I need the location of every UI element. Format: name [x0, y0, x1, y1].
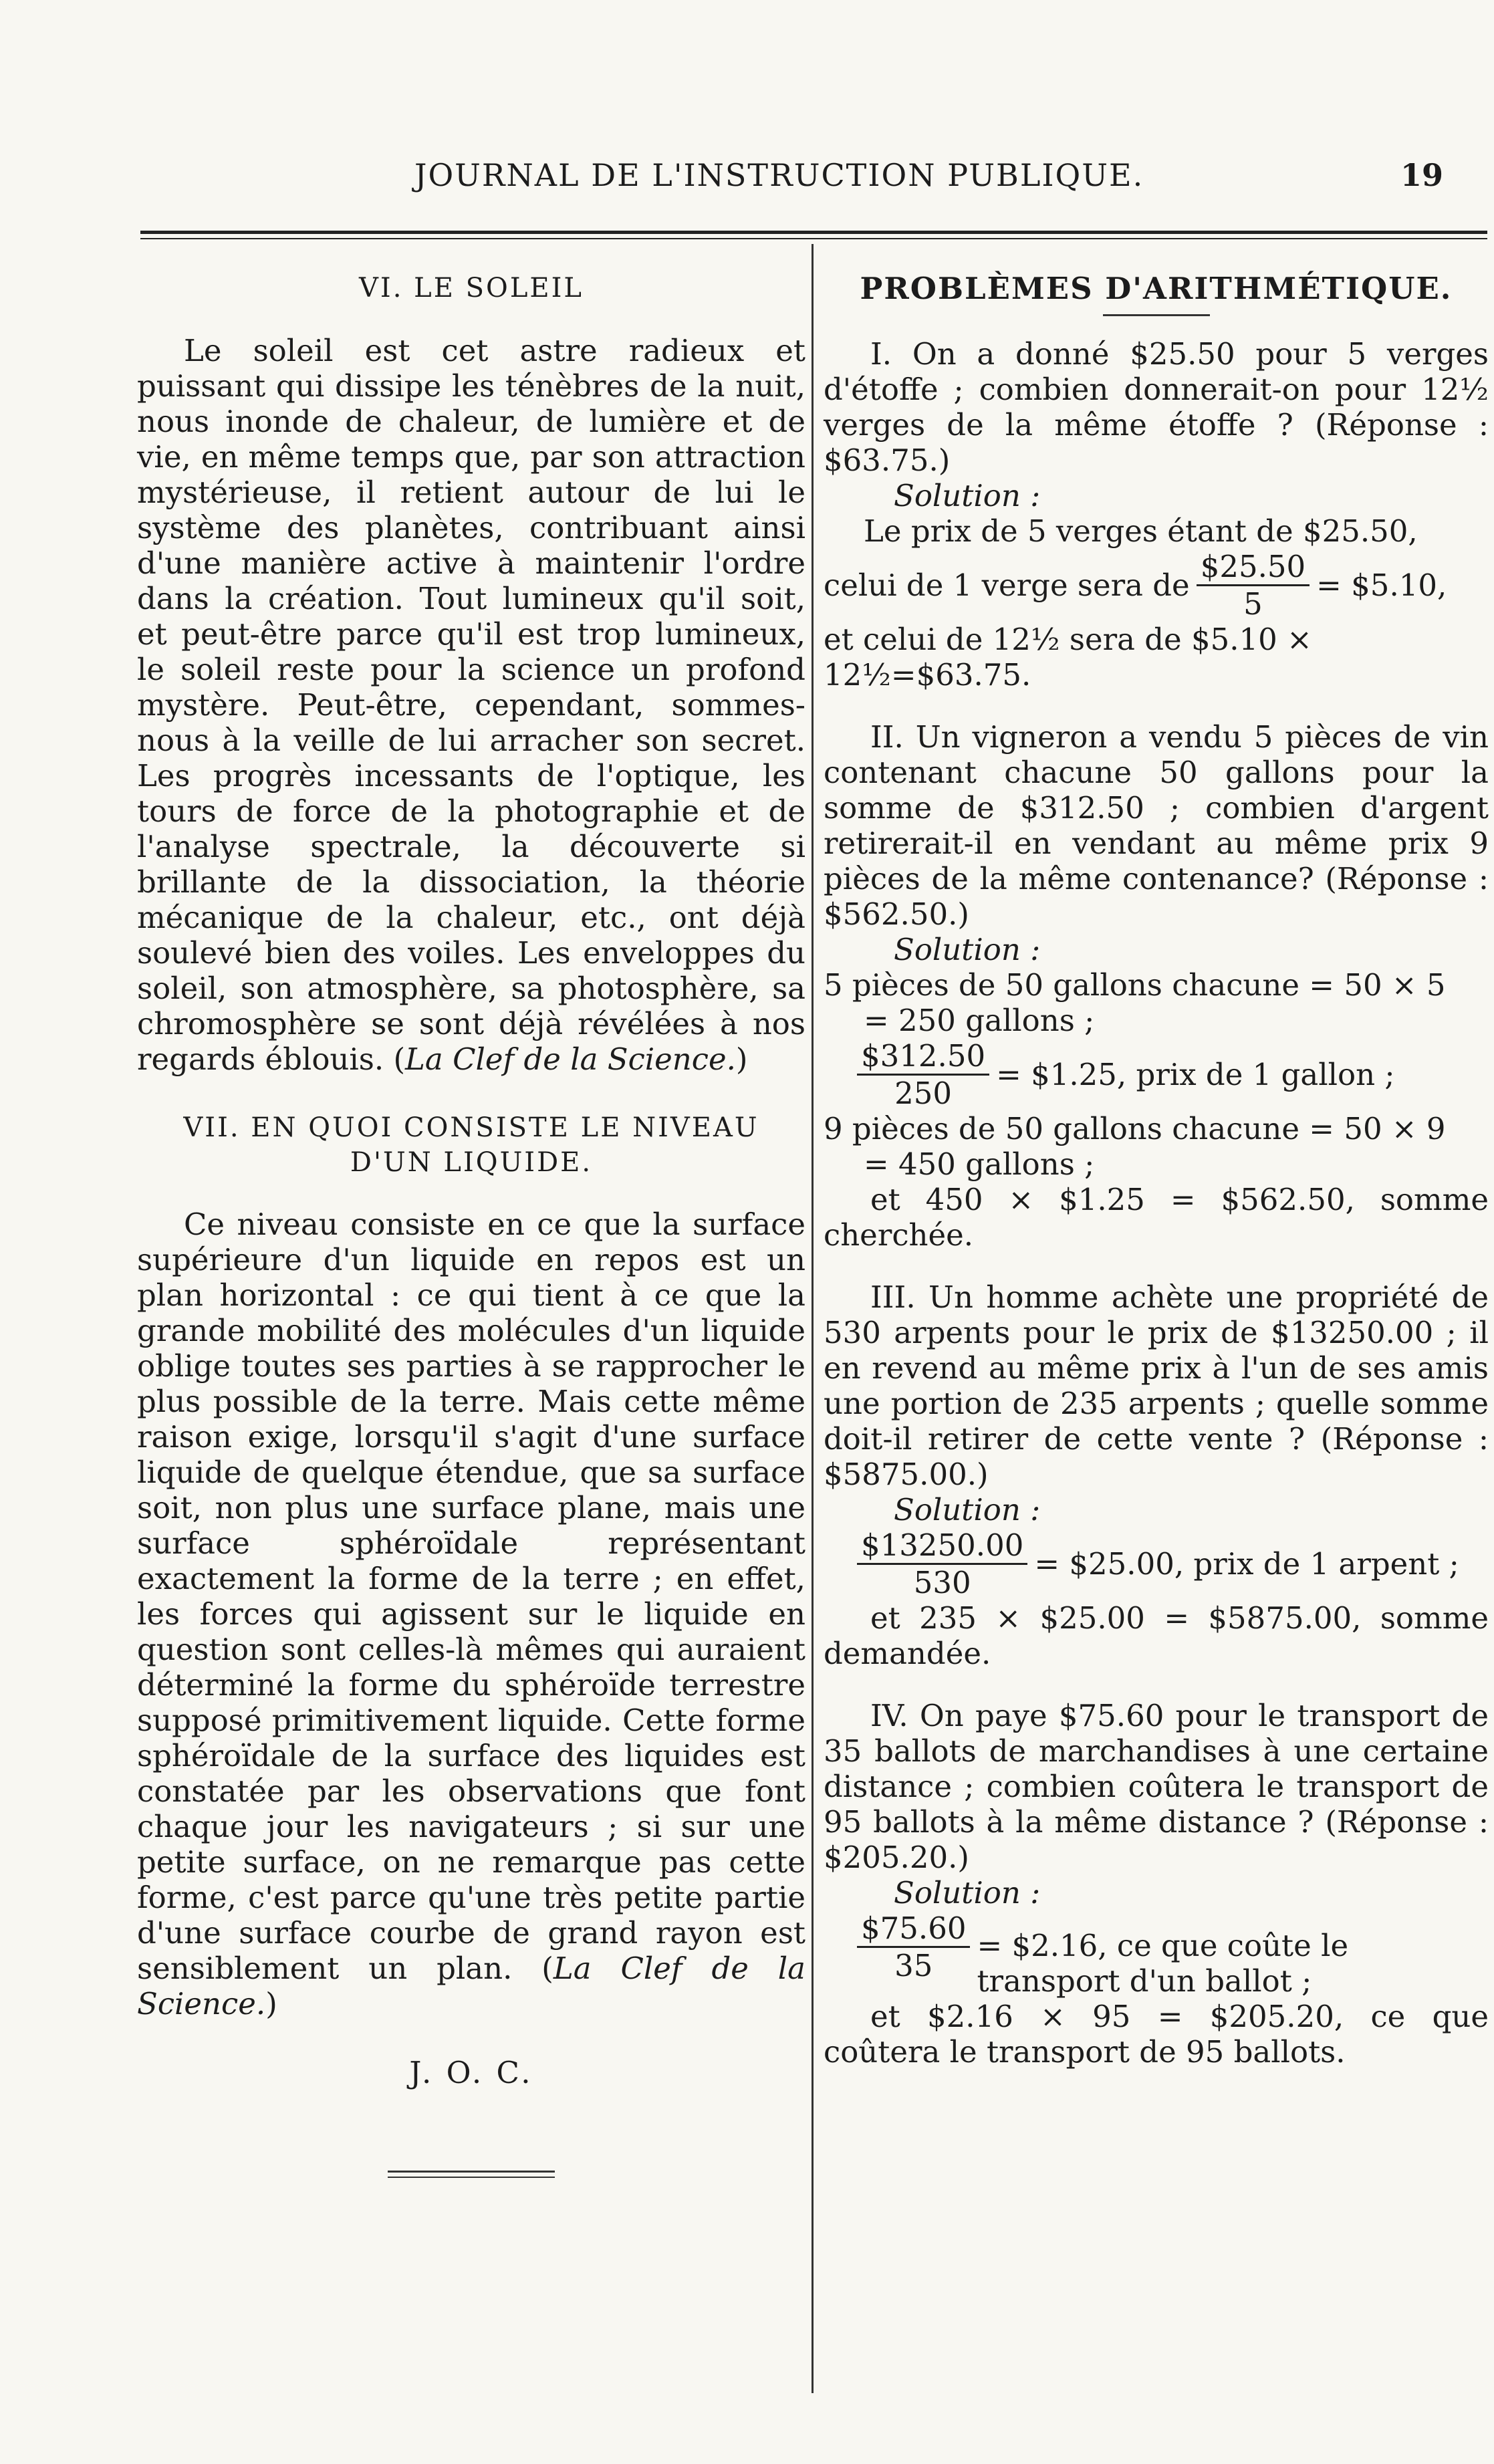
section-vi-body — [137, 333, 805, 1077]
column-divider — [812, 244, 814, 2393]
problem-2-line-3: 9 pièces de 50 gallons chacune = 50 × 9 — [824, 1111, 1446, 1146]
problem-1-fraction — [1197, 549, 1310, 622]
section-vii-body — [137, 1207, 805, 2021]
section-vii-source: La Clef de la Science. — [137, 1951, 805, 2021]
problem-4-solution-label: Solution : — [894, 1875, 1041, 1911]
problem-2-solution-label: Solution : — [894, 932, 1041, 967]
problem-3-fraction-post: = $25.00, prix de 1 arpent ; — [1034, 1546, 1459, 1582]
section-vii-text: Ce niveau consiste en ce que la surface supérieure d'un liquide en repos est un plan horizontal : ce qui tient à ce que la grande mobilité des molécules d'un liquide oblige toutes ses parties à se rapprocher le plus possible de la terre. Mais cette même raison exige, lorsqu'il s'agit d'une surface liquide de quelque étendue, que sa surface soit, non plus une surface plane, mais une surface sphéroïdale représentant exactement la forme de la terre ; en effet, les forces qui agissent sur le liquide en question sont celles-là mêmes qui auraient déterminé la forme du sphéroïde terrestre supposé primitivement liquide. Cette forme sphéroïdale de la surface des liquides est constatée par les observations que font chaque jour les navigateurs ; si sur une petite surface, on ne remarque pas cette forme, c'est parce qu'une très petite partie d'une surface courbe de grand rayon est sensiblement un plan. ( — [137, 1207, 805, 1986]
signature: J. O. C. — [409, 2055, 533, 2090]
page-number: 19 — [1400, 157, 1444, 193]
problem-4-statement: IV. On paye $75.60 pour le transport de 35 ballots de marchandises à une certaine distance ; combien coûtera le transport de 95 ballots à la même distance ? (Réponse : $205.20.) — [824, 1698, 1489, 1875]
problem-4-fraction-post: = $2.16, ce que coûte le transport d'un ballot ; — [977, 1928, 1349, 1999]
problems-title: PROBLÈMES D'ARITHMÉTIQUE. — [860, 271, 1453, 306]
header-rule-thin — [140, 238, 1487, 239]
problem-3-line-1: et 235 × $25.00 = $5875.00, somme demandée. — [824, 1600, 1489, 1671]
problem-4-line-1: et $2.16 × 95 = $205.20, ce que coûtera le transport de 95 ballots. — [824, 1999, 1489, 2070]
problem-3-fraction — [857, 1527, 1027, 1600]
header-rule-thick — [140, 231, 1487, 234]
left-column — [137, 271, 805, 2178]
problem-3-solution-label: Solution : — [894, 1492, 1041, 1527]
running-title: JOURNAL DE L'INSTRUCTION PUBLIQUE. — [414, 157, 1144, 193]
problem-1-line-1: Le prix de 5 verges étant de $25.50, — [864, 513, 1418, 549]
problem-2-line-1: 5 pièces de 50 gallons chacune = 50 × 5 — [824, 967, 1446, 1003]
problem-1-statement: I. On a donné $25.50 pour 5 verges d'étoffe ; combien donnerait-on pour 12½ verges de la même étoffe ? (Réponse : $63.75.) — [824, 336, 1489, 478]
problem-3-numerator: $13250.00 — [857, 1527, 1027, 1565]
problem-4-numerator: $75.60 — [857, 1911, 970, 1948]
problem-2-fraction-post: = $1.25, prix de 1 gallon ; — [996, 1057, 1395, 1092]
page-header — [100, 157, 1494, 204]
problem-2-statement: II. Un vigneron a vendu 5 pièces de vin contenant chacune 50 gallons pour la somme de $312.50 ; combien d'argent retirerait-il en vendant au même prix 9 pièces de la même contenance? (Réponse : $562.50.) — [824, 719, 1489, 932]
section-vi-text: Le soleil est cet astre radieux et puissant qui dissipe les ténèbres de la nuit, nous inonde de chaleur, de lumière et de vie, en même temps que, par son attraction mystérieuse, il retient autour de lui le système des planètes, contribuant ainsi d'une manière active à maintenir l'ordre dans la création. Tout lumineux qu'il soit, et peut-être parce qu'il est trop lumineux, le soleil reste pour la science un profond mystère. Peut-être, cependant, sommes-nous à la veille de lui arracher son secret. Les progrès incessants de l'optique, les tours de force de la photographie et de l'analyse spectrale, la découverte si brillante de la dissociation, la théorie mécanique de la chaleur, etc., ont déjà soulevé bien des voiles. Les enveloppes du soleil, son atmosphère, sa photosphère, sa chromosphère se sont déjà révélées à nos regards éblouis. ( — [137, 333, 805, 1077]
problem-1-solution-label: Solution : — [894, 478, 1041, 513]
problem-3-statement: III. Un homme achète une propriété de 530 arpents pour le prix de $13250.00 ; il en revend au même prix à l'un de ses amis une portion de 235 arpents ; quelle somme doit-il retirer de cette vente ? (Réponse : $5875.00.) — [824, 1279, 1489, 1492]
problem-1-denominator: 5 — [1243, 586, 1263, 622]
closing-rule — [388, 2171, 555, 2178]
problem-1-line-3: et celui de 12½ sera de $5.10 × 12½=$63.75. — [824, 622, 1312, 693]
problem-1-fraction-post: = $5.10, — [1316, 568, 1447, 603]
problem-3-denominator: 530 — [913, 1565, 971, 1600]
section-vii-close: ) — [265, 1986, 277, 2021]
problem-2-fraction-row — [850, 1038, 1489, 1111]
problems-title-rule — [1103, 314, 1210, 316]
section-vi-source: La Clef de la Science. — [405, 1041, 736, 1077]
problem-1-numerator: $25.50 — [1197, 549, 1310, 586]
problem-4-denominator: 35 — [894, 1948, 933, 1983]
problem-2-line-2: = 250 gallons ; — [864, 1003, 1095, 1038]
problem-2-fraction — [857, 1038, 989, 1111]
problem-2-line-4: = 450 gallons ; — [864, 1146, 1095, 1182]
section-vii-title: VII. EN QUOI CONSISTE LE NIVEAU D'UN LIQUIDE. — [183, 1112, 759, 1178]
problem-4-fraction-row — [850, 1911, 1489, 1999]
right-column — [824, 271, 1489, 2070]
problem-2-denominator: 250 — [894, 1076, 952, 1111]
problem-1-fraction-row — [824, 549, 1489, 622]
section-vi-title: VI. LE SOLEIL — [359, 273, 584, 303]
section-vi-close: ) — [735, 1041, 748, 1077]
problem-2-numerator: $312.50 — [857, 1038, 989, 1076]
problem-2-line-5: et 450 × $1.25 = $562.50, somme cherchée. — [824, 1182, 1489, 1253]
problem-1-fraction-pre: celui de 1 verge sera de — [824, 568, 1190, 603]
problem-4-fraction — [857, 1911, 970, 1983]
problem-3-fraction-row — [850, 1527, 1489, 1600]
